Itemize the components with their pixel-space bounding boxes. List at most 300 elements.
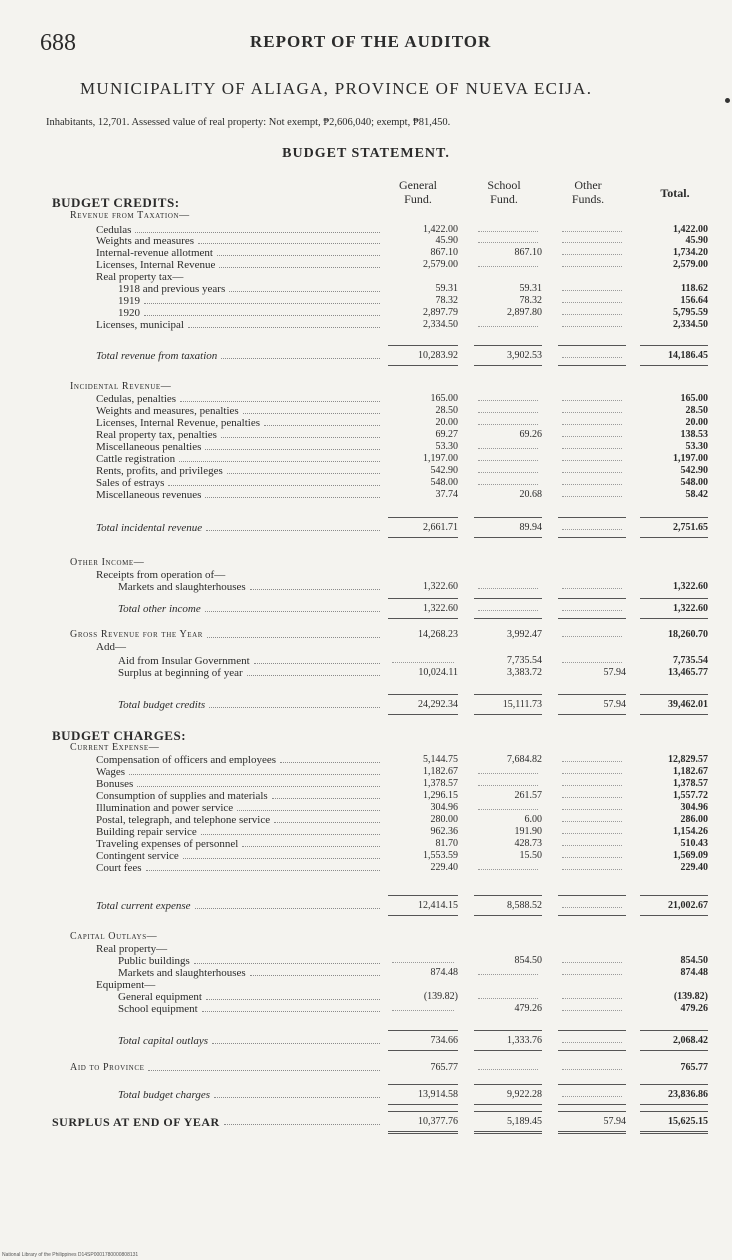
table-row bbox=[0, 557, 732, 569]
cell-general: 165.00 bbox=[430, 393, 458, 404]
table-row bbox=[0, 350, 732, 362]
cell-general: 53.30 bbox=[435, 441, 458, 452]
cell-total: 1,182.67 bbox=[673, 766, 708, 777]
row-label: Miscellaneous penalties bbox=[96, 441, 202, 453]
table-row bbox=[0, 754, 732, 766]
leader-dots bbox=[144, 303, 380, 304]
cell-general: 1,182.67 bbox=[423, 766, 458, 777]
empty-cell-dots bbox=[562, 496, 622, 497]
cell-total: 1,378.57 bbox=[673, 778, 708, 789]
cell-total: 1,154.26 bbox=[673, 826, 708, 837]
leader-dots bbox=[194, 963, 380, 964]
empty-cell-dots bbox=[478, 242, 538, 243]
table-row bbox=[0, 581, 732, 593]
total-rule-below bbox=[640, 618, 708, 619]
table-row bbox=[0, 778, 732, 790]
row-label: Internal-revenue allotment bbox=[96, 247, 213, 259]
row-label: Markets and slaughterhouses bbox=[118, 967, 246, 979]
cell-school: 1,333.76 bbox=[507, 1035, 542, 1046]
total-rule-above bbox=[640, 1111, 708, 1112]
cell-total: 2,334.50 bbox=[673, 319, 708, 330]
cell-general: 59.31 bbox=[435, 283, 458, 294]
row-label: Licenses, Internal Revenue bbox=[96, 259, 216, 271]
row-label: Court fees bbox=[96, 862, 142, 874]
empty-cell-dots bbox=[562, 797, 622, 798]
total-rule-below bbox=[388, 915, 458, 916]
table-row bbox=[0, 742, 732, 754]
leader-dots bbox=[247, 675, 380, 676]
table-row bbox=[0, 247, 732, 259]
empty-cell-dots bbox=[392, 662, 454, 663]
cell-total: 138.53 bbox=[680, 429, 708, 440]
cell-total: 45.90 bbox=[685, 235, 708, 246]
cell-general: 734.66 bbox=[430, 1035, 458, 1046]
table-row bbox=[0, 477, 732, 489]
total-rule-above bbox=[474, 517, 542, 518]
total-rule-below bbox=[388, 1131, 458, 1134]
leader-dots bbox=[137, 786, 380, 787]
total-rule-above bbox=[388, 517, 458, 518]
row-label: Incidental Revenue— bbox=[70, 381, 172, 392]
leader-dots bbox=[168, 485, 380, 486]
cell-school: 479.26 bbox=[514, 1003, 542, 1014]
total-rule-above bbox=[640, 895, 708, 896]
inhabitants-line: Inhabitants, 12,701. Assessed value of real property: Not exempt, ₱2,606,040; exempt, ₱81,450. bbox=[46, 117, 451, 128]
empty-cell-dots bbox=[562, 610, 622, 611]
cell-total: 13,465.77 bbox=[668, 667, 708, 678]
leader-dots bbox=[201, 834, 380, 835]
leader-dots bbox=[209, 707, 380, 708]
cell-school: 15,111.73 bbox=[502, 699, 542, 710]
row-label: Aid to Province bbox=[70, 1062, 145, 1073]
cell-general: 1,197.00 bbox=[423, 453, 458, 464]
total-rule-below bbox=[640, 1050, 708, 1051]
cell-school: 854.50 bbox=[514, 955, 542, 966]
row-label: Total other income bbox=[118, 603, 201, 615]
table-row bbox=[0, 569, 732, 581]
cell-general: 867.10 bbox=[430, 247, 458, 258]
cell-school: 191.90 bbox=[514, 826, 542, 837]
cell-total: 874.48 bbox=[680, 967, 708, 978]
row-label: Revenue from Taxation— bbox=[70, 210, 190, 221]
empty-cell-dots bbox=[478, 326, 538, 327]
leader-dots bbox=[202, 1011, 380, 1012]
total-rule-below bbox=[558, 1104, 626, 1105]
cell-total: 12,829.57 bbox=[668, 754, 708, 765]
cell-total: (139.82) bbox=[673, 991, 708, 1002]
cell-school: 78.32 bbox=[519, 295, 542, 306]
table-row bbox=[0, 850, 732, 862]
cell-total: 20.00 bbox=[685, 417, 708, 428]
total-rule-below bbox=[474, 365, 542, 366]
total-rule-above bbox=[640, 517, 708, 518]
table-row bbox=[0, 235, 732, 247]
cell-school: 3,383.72 bbox=[507, 667, 542, 678]
cell-school: 3,992.47 bbox=[507, 629, 542, 640]
empty-cell-dots bbox=[478, 869, 538, 870]
leader-dots bbox=[205, 449, 380, 450]
row-label: Weights and measures bbox=[96, 235, 195, 247]
scan-footer: National Library of the Philippines D14SP0001780000808131 bbox=[2, 1252, 139, 1258]
table-row bbox=[0, 667, 732, 679]
row-label: Traveling expenses of personnel bbox=[96, 838, 239, 850]
cell-total: 229.40 bbox=[680, 862, 708, 873]
cell-general: 1,422.00 bbox=[423, 224, 458, 235]
cell-total: 53.30 bbox=[685, 441, 708, 452]
empty-cell-dots bbox=[562, 448, 622, 449]
cell-general: 874.48 bbox=[430, 967, 458, 978]
cell-school: 261.57 bbox=[514, 790, 542, 801]
empty-cell-dots bbox=[562, 821, 622, 822]
row-label: 1918 and previous years bbox=[118, 283, 226, 295]
total-rule-above bbox=[388, 345, 458, 346]
cell-total: 118.62 bbox=[681, 283, 708, 294]
leader-dots bbox=[243, 413, 380, 414]
leader-dots bbox=[219, 267, 380, 268]
cell-total: 510.43 bbox=[680, 838, 708, 849]
table-row bbox=[0, 259, 732, 271]
empty-cell-dots bbox=[478, 400, 538, 401]
column-header-general: General Fund. bbox=[399, 178, 437, 206]
empty-cell-dots bbox=[562, 357, 622, 358]
table-row bbox=[0, 197, 732, 209]
total-rule-above bbox=[640, 694, 708, 695]
cell-school: 69.26 bbox=[519, 429, 542, 440]
row-label: BUDGET CHARGES: bbox=[52, 728, 187, 743]
empty-cell-dots bbox=[562, 254, 622, 255]
total-rule-below bbox=[640, 365, 708, 366]
leader-dots bbox=[229, 291, 380, 292]
row-label: Licenses, Internal Revenue, penalties bbox=[96, 417, 261, 429]
cell-school: 89.94 bbox=[519, 522, 542, 533]
empty-cell-dots bbox=[478, 588, 538, 589]
table-row bbox=[0, 967, 732, 979]
empty-cell-dots bbox=[478, 472, 538, 473]
cell-general: (139.82) bbox=[423, 991, 458, 1002]
table-row bbox=[0, 1035, 732, 1047]
total-rule-below bbox=[640, 1131, 708, 1134]
cell-general: 10,024.11 bbox=[418, 667, 458, 678]
row-label: School equipment bbox=[118, 1003, 198, 1015]
cell-total: 286.00 bbox=[680, 814, 708, 825]
row-label: Total budget charges bbox=[118, 1089, 211, 1101]
table-row bbox=[0, 766, 732, 778]
empty-cell-dots bbox=[562, 907, 622, 908]
leader-dots bbox=[217, 255, 380, 256]
cell-general: 45.90 bbox=[435, 235, 458, 246]
row-label: Equipment— bbox=[96, 979, 156, 991]
cell-general: 2,334.50 bbox=[423, 319, 458, 330]
table-row bbox=[0, 1062, 732, 1074]
total-rule-above bbox=[388, 1111, 458, 1112]
cell-general: 78.32 bbox=[435, 295, 458, 306]
cell-school: 6.00 bbox=[524, 814, 542, 825]
row-label: Compensation of officers and employees bbox=[96, 754, 277, 766]
leader-dots bbox=[272, 798, 380, 799]
empty-cell-dots bbox=[562, 326, 622, 327]
cell-total: 304.96 bbox=[680, 802, 708, 813]
total-rule-above bbox=[474, 1084, 542, 1085]
table-row bbox=[0, 629, 732, 641]
cell-general: 2,897.79 bbox=[423, 307, 458, 318]
total-rule-below bbox=[388, 618, 458, 619]
cell-general: 5,144.75 bbox=[423, 754, 458, 765]
row-label: Current Expense— bbox=[70, 742, 160, 753]
cell-general: 548.00 bbox=[430, 477, 458, 488]
cell-general: 20.00 bbox=[435, 417, 458, 428]
table-row bbox=[0, 283, 732, 295]
leader-dots bbox=[207, 637, 380, 638]
table-row bbox=[0, 210, 732, 222]
empty-cell-dots bbox=[562, 773, 622, 774]
cell-general: 962.36 bbox=[430, 826, 458, 837]
total-rule-below bbox=[558, 714, 626, 715]
total-rule-above bbox=[474, 598, 542, 599]
cell-school: 8,588.52 bbox=[507, 900, 542, 911]
row-label: Weights and measures, penalties bbox=[96, 405, 239, 417]
cell-total: 5,795.59 bbox=[673, 307, 708, 318]
empty-cell-dots bbox=[478, 610, 538, 611]
cell-general: 2,661.71 bbox=[423, 522, 458, 533]
cell-total: 39,462.01 bbox=[668, 699, 708, 710]
cell-total: 1,322.60 bbox=[673, 603, 708, 614]
table-row bbox=[0, 429, 732, 441]
total-rule-above bbox=[558, 517, 626, 518]
leader-dots bbox=[224, 1124, 380, 1125]
empty-cell-dots bbox=[562, 1010, 622, 1011]
leader-dots bbox=[250, 589, 380, 590]
table-row bbox=[0, 1003, 732, 1015]
cell-total: 156.64 bbox=[680, 295, 708, 306]
empty-cell-dots bbox=[562, 998, 622, 999]
row-label: 1920 bbox=[118, 307, 140, 319]
cell-total: 548.00 bbox=[680, 477, 708, 488]
table-row bbox=[0, 991, 732, 1003]
cell-general: 229.40 bbox=[430, 862, 458, 873]
cell-total: 15,625.15 bbox=[668, 1116, 708, 1127]
row-label: Surplus at beginning of year bbox=[118, 667, 243, 679]
leader-dots bbox=[195, 908, 380, 909]
table-row bbox=[0, 603, 732, 615]
table-row bbox=[0, 838, 732, 850]
empty-cell-dots bbox=[478, 1069, 538, 1070]
empty-cell-dots bbox=[562, 974, 622, 975]
report-title: REPORT OF THE AUDITOR bbox=[250, 32, 492, 51]
leader-dots bbox=[180, 401, 380, 402]
row-label: Wages bbox=[96, 766, 126, 778]
total-rule-above bbox=[640, 598, 708, 599]
empty-cell-dots bbox=[562, 424, 622, 425]
statement-title: BUDGET STATEMENT. bbox=[282, 146, 450, 161]
cell-general: 542.90 bbox=[430, 465, 458, 476]
leader-dots bbox=[198, 243, 380, 244]
table-row bbox=[0, 381, 732, 393]
column-header-total: Total. bbox=[660, 186, 690, 200]
total-rule-above bbox=[388, 598, 458, 599]
cell-total: 1,557.72 bbox=[673, 790, 708, 801]
cell-total: 23,836.86 bbox=[668, 1089, 708, 1100]
row-label: Consumption of supplies and materials bbox=[96, 790, 268, 802]
row-label: Cedulas bbox=[96, 224, 132, 236]
total-rule-below bbox=[474, 537, 542, 538]
row-label: Cedulas, penalties bbox=[96, 393, 177, 405]
row-label: Gross Revenue for the Year bbox=[70, 629, 204, 640]
total-rule-below bbox=[640, 1104, 708, 1105]
total-rule-below bbox=[474, 915, 542, 916]
row-label: Miscellaneous revenues bbox=[96, 489, 202, 501]
leader-dots bbox=[148, 1070, 380, 1071]
empty-cell-dots bbox=[562, 662, 622, 663]
empty-cell-dots bbox=[478, 231, 538, 232]
cell-general: 1,296.15 bbox=[423, 790, 458, 801]
table-row bbox=[0, 1116, 732, 1128]
row-label: 1919 bbox=[118, 295, 140, 307]
cell-total: 542.90 bbox=[680, 465, 708, 476]
table-row bbox=[0, 417, 732, 429]
empty-cell-dots bbox=[562, 1042, 622, 1043]
leader-dots bbox=[183, 858, 380, 859]
cell-school: 5,189.45 bbox=[507, 1116, 542, 1127]
row-label: Licenses, municipal bbox=[96, 319, 184, 331]
cell-total: 58.42 bbox=[685, 489, 708, 500]
cell-total: 854.50 bbox=[680, 955, 708, 966]
table-row bbox=[0, 441, 732, 453]
empty-cell-dots bbox=[478, 809, 538, 810]
cell-total: 14,186.45 bbox=[668, 350, 708, 361]
cell-total: 2,579.00 bbox=[673, 259, 708, 270]
table-row bbox=[0, 655, 732, 667]
cell-total: 1,569.09 bbox=[673, 850, 708, 861]
empty-cell-dots bbox=[562, 962, 622, 963]
total-rule-below bbox=[558, 618, 626, 619]
empty-cell-dots bbox=[562, 785, 622, 786]
empty-cell-dots bbox=[562, 1069, 622, 1070]
cell-school: 867.10 bbox=[514, 247, 542, 258]
total-rule-above bbox=[558, 598, 626, 599]
empty-cell-dots bbox=[562, 436, 622, 437]
table-row bbox=[0, 271, 732, 283]
total-rule-above bbox=[640, 345, 708, 346]
table-row bbox=[0, 522, 732, 534]
cell-general: 1,322.60 bbox=[423, 581, 458, 592]
table-row bbox=[0, 943, 732, 955]
empty-cell-dots bbox=[478, 460, 538, 461]
cell-general: 37.74 bbox=[435, 489, 458, 500]
total-rule-below bbox=[558, 537, 626, 538]
row-label: Sales of estrays bbox=[96, 477, 165, 489]
cell-school: 15.50 bbox=[519, 850, 542, 861]
empty-cell-dots bbox=[562, 242, 622, 243]
total-rule-above bbox=[558, 345, 626, 346]
empty-cell-dots bbox=[562, 400, 622, 401]
total-rule-above bbox=[388, 895, 458, 896]
total-rule-above bbox=[558, 895, 626, 896]
cell-general: 304.96 bbox=[430, 802, 458, 813]
total-rule-below bbox=[388, 537, 458, 538]
table-row bbox=[0, 295, 732, 307]
table-row bbox=[0, 900, 732, 912]
table-row bbox=[0, 307, 732, 319]
empty-cell-dots bbox=[562, 314, 622, 315]
cell-school: 428.73 bbox=[514, 838, 542, 849]
empty-cell-dots bbox=[562, 588, 622, 589]
row-label: Other Income— bbox=[70, 557, 145, 568]
empty-cell-dots bbox=[562, 833, 622, 834]
cell-general: 81.70 bbox=[435, 838, 458, 849]
row-label: Cattle registration bbox=[96, 453, 176, 465]
row-label: Real property tax, penalties bbox=[96, 429, 217, 441]
row-label: Receipts from operation of— bbox=[96, 569, 226, 581]
row-label: Total budget credits bbox=[118, 699, 206, 711]
leader-dots bbox=[144, 315, 380, 316]
cell-general: 13,914.58 bbox=[418, 1089, 458, 1100]
table-row bbox=[0, 1089, 732, 1101]
total-rule-below bbox=[474, 1050, 542, 1051]
cell-school: 9,922.28 bbox=[507, 1089, 542, 1100]
empty-cell-dots bbox=[392, 962, 454, 963]
total-rule-above bbox=[474, 345, 542, 346]
total-rule-below bbox=[558, 1050, 626, 1051]
total-rule-below bbox=[558, 1131, 626, 1134]
table-row bbox=[0, 955, 732, 967]
total-rule-above bbox=[558, 1030, 626, 1031]
empty-cell-dots bbox=[562, 290, 622, 291]
column-header-other: Other Funds. bbox=[571, 178, 605, 206]
row-label: Contingent service bbox=[96, 850, 179, 862]
total-rule-above bbox=[558, 1084, 626, 1085]
leader-dots bbox=[205, 611, 380, 612]
table-row bbox=[0, 826, 732, 838]
leader-dots bbox=[264, 425, 380, 426]
leader-dots bbox=[205, 497, 380, 498]
table-row bbox=[0, 862, 732, 874]
cell-general: 12,414.15 bbox=[418, 900, 458, 911]
total-rule-below bbox=[474, 618, 542, 619]
cell-general: 1,322.60 bbox=[423, 603, 458, 614]
empty-cell-dots bbox=[562, 412, 622, 413]
total-rule-below bbox=[388, 714, 458, 715]
table-row bbox=[0, 802, 732, 814]
cell-general: 24,292.34 bbox=[418, 699, 458, 710]
cell-other: 57.94 bbox=[603, 667, 626, 678]
empty-cell-dots bbox=[562, 869, 622, 870]
empty-cell-dots bbox=[562, 484, 622, 485]
municipality-heading: MUNICIPALITY OF ALIAGA, PROVINCE OF NUEVA ECIJA. bbox=[80, 79, 593, 98]
total-rule-below bbox=[388, 365, 458, 366]
cell-school: 59.31 bbox=[519, 283, 542, 294]
cell-total: 7,735.54 bbox=[673, 655, 708, 666]
total-rule-above bbox=[474, 1111, 542, 1112]
cell-general: 10,283.92 bbox=[418, 350, 458, 361]
leader-dots bbox=[146, 870, 380, 871]
leader-dots bbox=[212, 1043, 380, 1044]
table-row bbox=[0, 393, 732, 405]
cell-total: 2,751.65 bbox=[673, 522, 708, 533]
empty-cell-dots bbox=[478, 785, 538, 786]
table-row bbox=[0, 730, 732, 742]
table-row bbox=[0, 405, 732, 417]
row-label: Total capital outlays bbox=[118, 1035, 209, 1047]
empty-cell-dots bbox=[478, 484, 538, 485]
row-label: Building repair service bbox=[96, 826, 197, 838]
total-rule-below bbox=[388, 1104, 458, 1105]
leader-dots bbox=[188, 327, 380, 328]
empty-cell-dots bbox=[562, 266, 622, 267]
row-label: General equipment bbox=[118, 991, 202, 1003]
cell-general: 280.00 bbox=[430, 814, 458, 825]
row-label: Public buildings bbox=[118, 955, 190, 967]
scan-mark bbox=[725, 98, 730, 103]
